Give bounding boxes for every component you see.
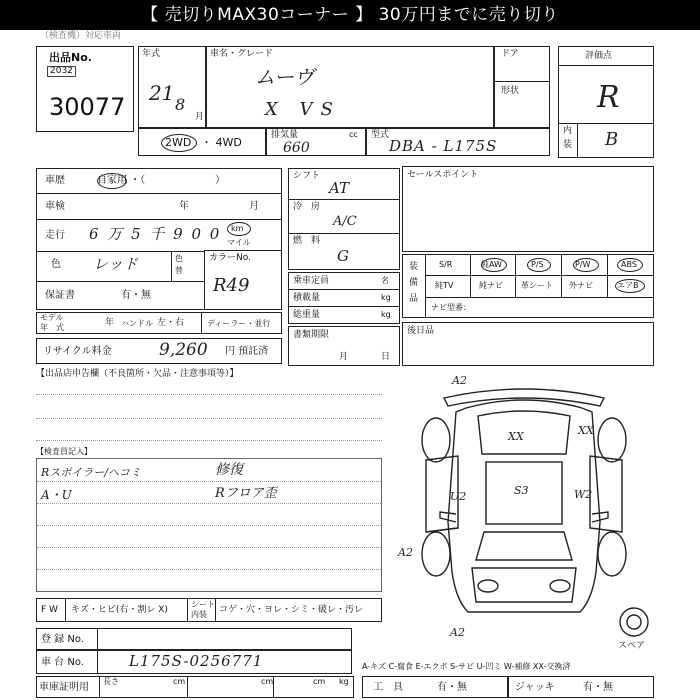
drive-4wd: ・ 4WD	[201, 136, 242, 149]
mark-u2: U2	[450, 490, 467, 503]
faded-note: （検査機）対応車両	[40, 31, 122, 41]
year-label: 年式	[142, 49, 161, 59]
drive-2wd: 2WD	[165, 136, 192, 149]
equip-aw: 純AW	[481, 260, 502, 269]
mileage-unit-km: km	[231, 224, 244, 233]
shift-value: AT	[329, 179, 350, 197]
mark-xx-rear: XX	[508, 430, 524, 443]
recycle-row	[36, 338, 282, 364]
inspector-line2-left: A・U	[41, 488, 72, 502]
load-unit: kg	[381, 293, 391, 302]
equipment-box	[402, 254, 654, 318]
equip-abs: ABS	[621, 260, 637, 269]
gross-label: 総重量	[293, 310, 321, 320]
legend: A-キズ C-腐食 E-エクボ S-サビ U-凹ミ W-補修 XX-交換済	[362, 662, 571, 671]
garage-cert-row	[36, 676, 354, 698]
seat-label-1: シート	[191, 600, 215, 609]
fw-label: F W	[41, 605, 58, 615]
grade: X VS	[265, 99, 341, 120]
color-no-box	[204, 250, 282, 310]
navi-type-label: ナビ型番：	[431, 303, 471, 312]
cert-value: 長さ	[103, 677, 119, 686]
model-handle-row	[36, 312, 282, 334]
cert-unit-1: cm	[173, 677, 186, 686]
month-unit: 月	[195, 112, 205, 122]
handle-label: ハンドル	[121, 319, 153, 328]
capacity-unit: 名	[381, 276, 389, 285]
equip-airbag: エアB	[617, 281, 639, 290]
cert-unit-3: cm	[313, 677, 326, 686]
cert-unit-2: cm	[261, 677, 274, 686]
lot-number-box	[36, 46, 134, 132]
interior-label-2: 装	[563, 140, 573, 150]
score-label: 評価点	[585, 51, 613, 61]
chassis-value: L175S-0256771	[129, 652, 264, 670]
color-change-1: 色	[175, 254, 183, 263]
inspector-line1-right: 修復	[215, 462, 243, 478]
model-year-2: 年 式	[40, 323, 64, 332]
reg-row	[36, 628, 352, 650]
model-year-1: モデル	[40, 313, 64, 322]
equip-leather: 革シート	[521, 281, 553, 290]
fw-value: キズ・ヒビ(右・割レ X)	[71, 605, 168, 615]
interior-label-1: 内	[563, 126, 573, 136]
color-label: 色	[51, 259, 61, 270]
jack-value: 有・無	[583, 682, 613, 693]
tools-row	[362, 676, 508, 698]
displacement-label: 排気量	[271, 130, 299, 140]
year-value: 21	[149, 81, 175, 105]
docs-day: 日	[381, 352, 391, 362]
car-diagram	[396, 372, 654, 650]
docs-box	[288, 326, 400, 366]
shape-label: 形状	[501, 86, 520, 96]
fw-row	[36, 598, 382, 622]
history-value: 自家用 ・（ ）	[97, 175, 226, 186]
shift-label: シフト	[293, 171, 321, 181]
color-change-2: 替	[175, 266, 183, 275]
door-label: ドア	[501, 49, 519, 59]
notes-label: 後日品	[407, 326, 435, 336]
seat-label-2: 内装	[191, 610, 207, 619]
inspector-title: 【検査員記入】	[36, 447, 92, 456]
equipment-label-1: 装	[409, 262, 419, 272]
shift-fuel-box	[288, 168, 400, 270]
seat-value: コゲ・穴・ヨレ・シミ・破レ・汚レ	[219, 605, 364, 615]
equipment-label-2: 備	[409, 278, 419, 288]
header-banner: 【 売切りMAX30コーナー 】 30万円までに売り切り	[0, 0, 700, 30]
capacity-box	[288, 272, 400, 324]
notes-box	[402, 322, 654, 366]
inspection-year: 年	[179, 201, 189, 212]
gross-unit: kg	[381, 310, 391, 319]
dealer-label: ディーラー・並行	[207, 319, 271, 328]
reg-label: 登 録 No.	[41, 634, 84, 645]
equip-ps: P/S	[531, 260, 544, 269]
capacity-label: 乗車定員	[293, 276, 330, 286]
inspector-box	[36, 458, 382, 592]
inspection-month: 月	[249, 201, 259, 212]
cert-label: 車庫証明用	[39, 682, 89, 693]
ac-value: A/C	[333, 214, 357, 229]
fuel-value: G	[337, 247, 349, 265]
chassis-row	[36, 650, 352, 674]
equip-sr: S/R	[439, 260, 453, 269]
recycle-label: リサイクル料金	[43, 346, 112, 357]
lot-label: 出品No.	[49, 51, 92, 64]
color-no-label: カラーNo.	[209, 253, 251, 263]
jack-label: ジャッキ	[515, 682, 555, 693]
warranty-value: 有・無	[121, 290, 151, 301]
ac-label: 冷 房	[293, 202, 321, 212]
inspection-label: 車検	[45, 201, 65, 212]
mark-a2-front: A2	[450, 626, 465, 639]
history-label: 車歴	[45, 175, 65, 186]
color-no-value: R49	[213, 275, 250, 296]
model-year-unit: 年	[105, 318, 115, 328]
model-code: DBA - L175S	[389, 137, 498, 155]
equip-pw: P/W	[575, 260, 591, 269]
mark-a2-top: A2	[452, 374, 467, 387]
car-name-box	[206, 46, 494, 128]
chassis-label: 車 台 No.	[41, 657, 84, 668]
equip-navi: 純ナビ	[479, 281, 503, 290]
mileage-label: 走行	[45, 230, 65, 241]
sales-point-box	[402, 166, 654, 252]
car-label: 車名・グレード	[210, 49, 274, 59]
inspector-line2-right: Rフロア歪	[215, 486, 277, 501]
equip-ext-navi: 外ナビ	[569, 281, 593, 290]
recycle-unit: 円 預託済	[225, 346, 269, 357]
lot-number: 30077	[49, 93, 126, 121]
sales-point-label: セールスポイント	[407, 170, 479, 180]
handle-value: 左・右	[157, 318, 185, 328]
type-label: 型式	[371, 130, 390, 140]
month-value: 8	[175, 95, 186, 114]
spare-label: スペア	[618, 641, 646, 650]
docs-label: 書類期限	[293, 330, 330, 340]
load-label: 積載量	[293, 293, 321, 303]
score-value: R	[597, 80, 620, 115]
warranty-label: 保証書	[45, 290, 75, 301]
mileage-value: 6 万 5 千 9 0 0	[89, 225, 222, 243]
lot-sub: 2032	[47, 66, 76, 77]
equip-tv: 純TV	[435, 281, 454, 290]
recycle-value: 9,260	[159, 340, 208, 360]
displacement-value: 660	[283, 140, 310, 156]
cert-unit-4: kg	[339, 677, 349, 686]
mileage-unit-mile: マイル	[227, 238, 251, 247]
docs-month: 月	[339, 352, 349, 362]
mark-s3: S3	[514, 484, 529, 497]
interior-value: B	[605, 129, 619, 150]
mark-xx-right: XX	[578, 424, 594, 437]
color-value: レッド	[93, 255, 138, 273]
mark-w2: W2	[574, 488, 593, 501]
car-name: ムーヴ	[255, 65, 314, 89]
tools-label: 工 具	[373, 682, 403, 693]
cc-unit: cc	[349, 130, 358, 139]
equipment-label-3: 品	[409, 294, 419, 304]
inspector-line1-left: Rスポイラー/ヘコミ	[41, 466, 141, 479]
mark-a2-left: A2	[398, 546, 413, 559]
jack-row	[508, 676, 654, 698]
year-box	[138, 46, 206, 128]
seller-title: 【出品店申告欄（不良箇所・欠品・注意事項等）】	[36, 369, 239, 379]
type-box	[366, 128, 550, 156]
score-box	[558, 46, 654, 158]
fuel-label: 燃 料	[293, 236, 321, 246]
door-shape-box	[494, 46, 550, 128]
drive-box	[138, 128, 266, 156]
displacement-box	[266, 128, 366, 156]
tools-value: 有・無	[437, 682, 467, 693]
